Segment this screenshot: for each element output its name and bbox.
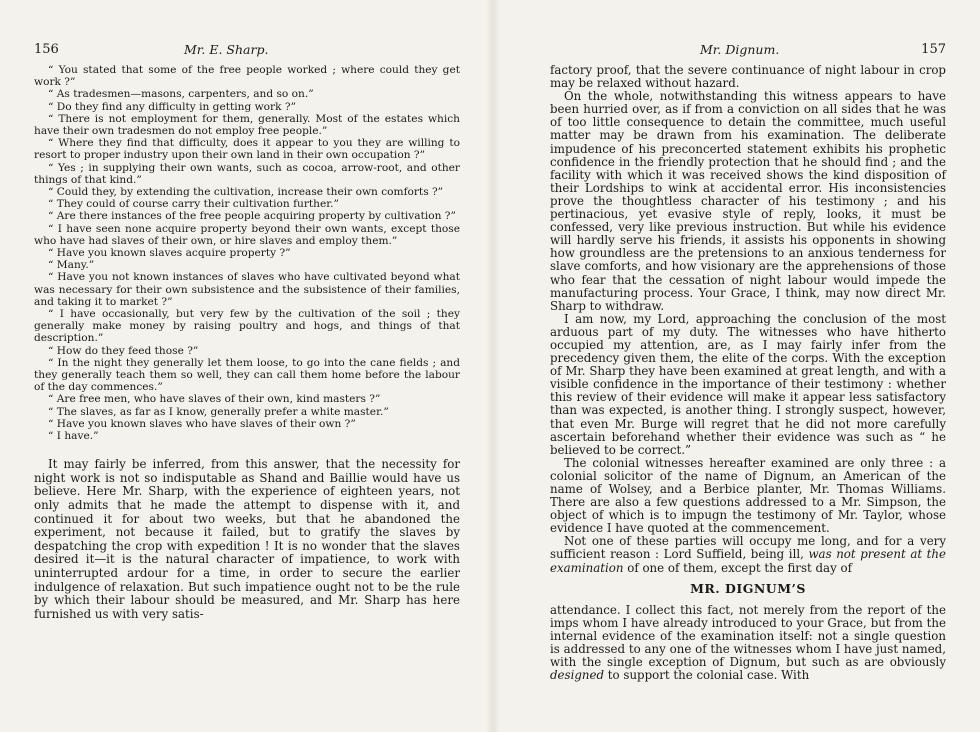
running-head-title: Mr. Dignum. — [700, 42, 780, 57]
text-run: of one of them, except the first day of — [623, 560, 852, 575]
dialogue-line: “ How do they feed those ?” — [48, 344, 199, 357]
left-body-text — [34, 458, 460, 621]
dialogue-line: “ Many.” — [48, 259, 95, 272]
dialogue-line: “ Have you known slaves who have slaves of their own ?” — [48, 417, 356, 430]
left-page — [0, 0, 488, 732]
italic-phrase: was not present at the examination — [550, 547, 946, 575]
body-paragraph — [550, 535, 946, 574]
text-run: attendance. I collect this fact, not merely from the report of the imps whom I have already introduced to your Grace, but from the internal evidence of the examination itself: not a single question is addressed to any one of the witnesses whom I have just named, with the single exception of Dignum, but such as are obviously — [550, 602, 946, 670]
dialogue-line: “ Do they find any difficulty in getting work ?” — [48, 100, 296, 113]
dialogue-line: “ Have you not known instances of slaves who have cultivated beyond what was necessary for their own subsistence and the subsistence of their families, and taking it to market ?” — [34, 271, 460, 308]
right-running-head — [550, 42, 946, 60]
body-paragraph: I am now, my Lord, approaching the conclusion of the most arduous part of my duty. The witnesses who have hitherto occupied my attention, are, as I may fairly infer from the precedency given them, the elite of the corps. With the exception of Mr. Sharp they have been examined at great length, and with a visible confidence in the importance of their testimony : whether this review of their evidence will make it appear less satisfactory than was expected, is another thing. I strongly suspect, however, that even Mr. Burge will regret that he did not more carefully ascertain beforehand whether their evidence was such as “ he believed to be correct.” — [550, 311, 946, 457]
dialogue-line: “ Yes ; in supplying their own wants, such as cocoa, arrow-root, and other things of that kind.” — [34, 161, 460, 186]
dialogue-line: “ Are free men, who have slaves of their own, kind masters ?” — [48, 393, 381, 406]
dialogue-line: “ I have.” — [48, 430, 99, 443]
dialogue-line: “ They could of course carry their cultivation further.” — [48, 198, 339, 211]
dialogue-line: “ I have occasionally, but very few by the cultivation of the soil ; they generally make money by raising poultry and hogs, and things of that description.” — [34, 308, 460, 345]
italic-word: designed — [550, 668, 605, 683]
dialogue-line: “ In the night they generally let them loose, to go into the cane fields ; and they generally teach them so well, they can call them home before the labour of the day commences.” — [34, 356, 460, 394]
right-page — [496, 0, 980, 732]
dialogue-line: “ You stated that some of the free people worked ; where could they get work ?” — [34, 64, 460, 89]
page-number: 156 — [34, 42, 59, 57]
testimony-dialogue — [34, 64, 460, 442]
body-paragraph — [550, 604, 946, 683]
right-body-text — [550, 64, 946, 682]
dialogue-line: “ The slaves, as far as I know, generally prefer a white master.” — [48, 405, 389, 418]
dialogue-line: “ Have you known slaves acquire property ?” — [48, 247, 291, 260]
body-paragraph: The colonial witnesses hereafter examined are only three : a colonial solicitor of the name of Dignum, an American of the name of Wolsey, and a Berbice planter, Mr. Thomas Williams. There are also a few questions addressed to a Mr. Simpson, the object of which is to impugn the testimony of Mr. Taylor, whose evidence I have quoted at the commencement. — [550, 455, 946, 536]
section-heading: MR. DIGNUM’S — [690, 580, 806, 596]
body-paragraph: It may fairly be inferred, from this answer, that the necessity for night work is not so indisputable as Shand and Baillie would have us believe. Here Mr. Sharp, with the experience of eighteen years, not only admits that he made the attempt to dispense with it, and continued it for about two weeks, but that he abandoned the experiment, not because it failed, but to gratify the slaves by despatching the crop with expedition ! It is no wonder that the slaves desired it—it is the natural character of impatience, to work with uninterrupted ardour for a time, in order to secure the earlier indulgence of relaxation. But such impatience ought not to be the rule by which their labour should be measured, and Mr. Sharp has here furnished us with very satis- — [34, 457, 460, 621]
body-paragraph: factory proof, that the severe continuance of night labour in crop may be relaxed without hazard. — [550, 63, 946, 91]
dialogue-line: “ Could they, by extending the cultivation, increase their own comforts ?” — [48, 186, 444, 199]
body-paragraph: On the whole, notwithstanding this witness appears to have been hurried over, as if from a conviction on all sides that he was of too little consequence to detain the committee, much useful matter may be drawn from his examination. The deliberate impudence of his preconcerted statement exhibits his prophetic confidence in the friendly protection that he should find ; and the facility with which it was received shows the kind disposition of their Lordships to wink at accidental error. His inconsistencies prove the thoughtless character of his testimony ; and his pertinacious, yet evasive style of reply, looks, it must be confessed, very like previous instruction. But while his evidence will hardly serve his friends, it assists his opponents in showing how groundless are the pretensions to an anxious tenderness for slave comforts, and how visionary are the apprehensions of those who fear that the cessation of night labour would impede the manufacturing process. Your Grace, I think, may now direct Mr. Sharp to withdraw. — [550, 89, 946, 313]
running-head-title: Mr. E. Sharp. — [184, 42, 269, 57]
dialogue-line: “ Where they find that difficulty, does it appear to you they are willing to resort to proper industry upon their own land in their own occupation ?” — [34, 137, 460, 162]
dialogue-line: “ Are there instances of the free people acquiring property by cultivation ?” — [48, 210, 456, 223]
text-run: to support the colonial case. With — [604, 668, 810, 683]
dialogue-line: “ There is not employment for them, generally. Most of the estates which have their own tradesmen do not employ free people.” — [34, 112, 460, 138]
left-running-head — [34, 42, 460, 60]
page-number: 157 — [921, 42, 946, 57]
dialogue-line: “ As tradesmen—masons, carpenters, and so on.” — [48, 88, 314, 101]
dialogue-line: “ I have seen none acquire property beyond their own wants, except those who have had slaves of their own, or hire slaves and employ them.” — [34, 222, 460, 247]
text-run: Not one of these parties will occupy me long, and for a very sufficient reason : Lord Suffield, being ill, — [550, 534, 946, 562]
